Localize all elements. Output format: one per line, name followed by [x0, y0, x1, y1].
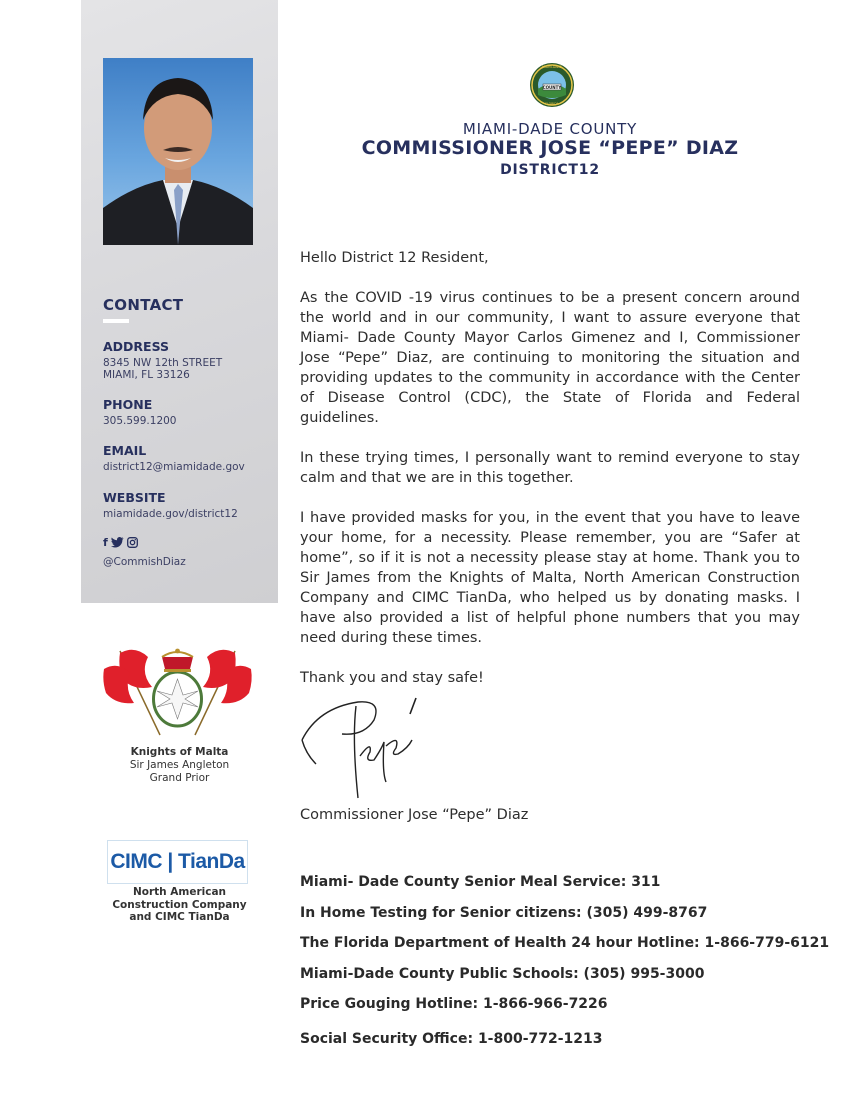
signoff-name: Commissioner Jose “Pepe” Diaz	[300, 807, 529, 823]
social-handle[interactable]: @CommishDiaz	[103, 556, 186, 568]
signature-text: Pepe	[298, 690, 301, 691]
number-item: Social Security Office: 1-800-772-1213	[300, 1031, 603, 1047]
number-item: The Florida Department of Health 24 hour Hotline: 1-866-779-6121	[300, 935, 830, 951]
seal-center-text: COUNTY	[542, 85, 562, 90]
number-item: Miami- Dade County Senior Meal Service: 311	[300, 874, 661, 890]
website-value[interactable]: miamidade.gov/district12	[103, 508, 238, 520]
contact-heading: CONTACT	[103, 296, 184, 314]
letter-paragraph: As the COVID -19 virus continues to be a present concern around the world and in our community, I want to assure everyone that Miami- Dade County Mayor Carlos Gimenez and I, Commissioner Jose “Pepe” Diaz, are continuing to monitoring the situation and providing updates to the community in accordance with the Center of Disease Control (CDC), the State of Florida and Federal guidelines.	[300, 290, 800, 426]
letter-body	[300, 248, 800, 708]
district-title: DISTRICT12	[500, 162, 600, 178]
letter-paragraph: In these trying times, I personally want to remind everyone to stay calm and that we are in this together.	[300, 450, 800, 486]
contact-divider	[103, 319, 129, 323]
miami-dade-seal	[528, 57, 576, 113]
number-item: Price Gouging Hotline: 1-866-966-7226	[300, 996, 608, 1012]
phone-value[interactable]: 305.599.1200	[103, 415, 177, 427]
malta-caption-name: Sir James Angleton	[129, 759, 230, 771]
seal-bottom-text: FLORIDA	[545, 102, 559, 106]
county-title: MIAMI-DADE COUNTY	[462, 120, 638, 138]
address-label: ADDRESS	[103, 339, 170, 354]
signature	[298, 690, 438, 802]
email-value[interactable]: district12@miamidade.gov	[103, 461, 245, 473]
website-label: WEBSITE	[103, 490, 166, 505]
instagram-icon[interactable]	[127, 537, 138, 548]
phone-label: PHONE	[103, 397, 153, 412]
closing: Thank you and stay safe!	[300, 670, 484, 686]
knights-of-malta-emblem	[100, 643, 255, 743]
letter-paragraph: I have provided masks for you, in the event that you have to leave your home, for a necessity. Please remember, you are “Safer at home”, so if it is not a necessity please stay at home. Thank you to Sir James from the Knights of Malta, North American Construction Company and CIMC TianDa, who helped us by donating masks. I have also provided a list of helpful phone numbers that you may need during these times.	[300, 510, 800, 646]
commissioner-title: COMMISSIONER JOSE “PEPE” DIAZ	[361, 137, 739, 159]
address-value: 8345 NW 12th STREET MIAMI, FL 33126	[103, 357, 223, 381]
malta-caption-title: Knights of Malta	[130, 746, 229, 758]
number-item: Miami-Dade County Public Schools: (305) 995-3000	[300, 966, 705, 982]
twitter-icon[interactable]	[111, 537, 124, 548]
number-item: In Home Testing for Senior citizens: (305) 499-8767	[300, 905, 708, 921]
contact-sidebar	[81, 0, 278, 603]
greeting: Hello District 12 Resident,	[300, 250, 489, 266]
malta-caption-role: Grand Prior	[149, 772, 210, 784]
social-icons	[103, 536, 138, 549]
cimc-tianda-logo: CIMC | TianDa	[107, 840, 248, 884]
email-label: EMAIL	[103, 443, 147, 458]
facebook-icon[interactable]: f	[103, 536, 108, 549]
seal-top-text: MIAMI-DADE	[542, 65, 562, 69]
cimc-caption: North American Construction Company and CIMC TianDa	[112, 886, 247, 923]
commissioner-photo	[103, 58, 253, 245]
